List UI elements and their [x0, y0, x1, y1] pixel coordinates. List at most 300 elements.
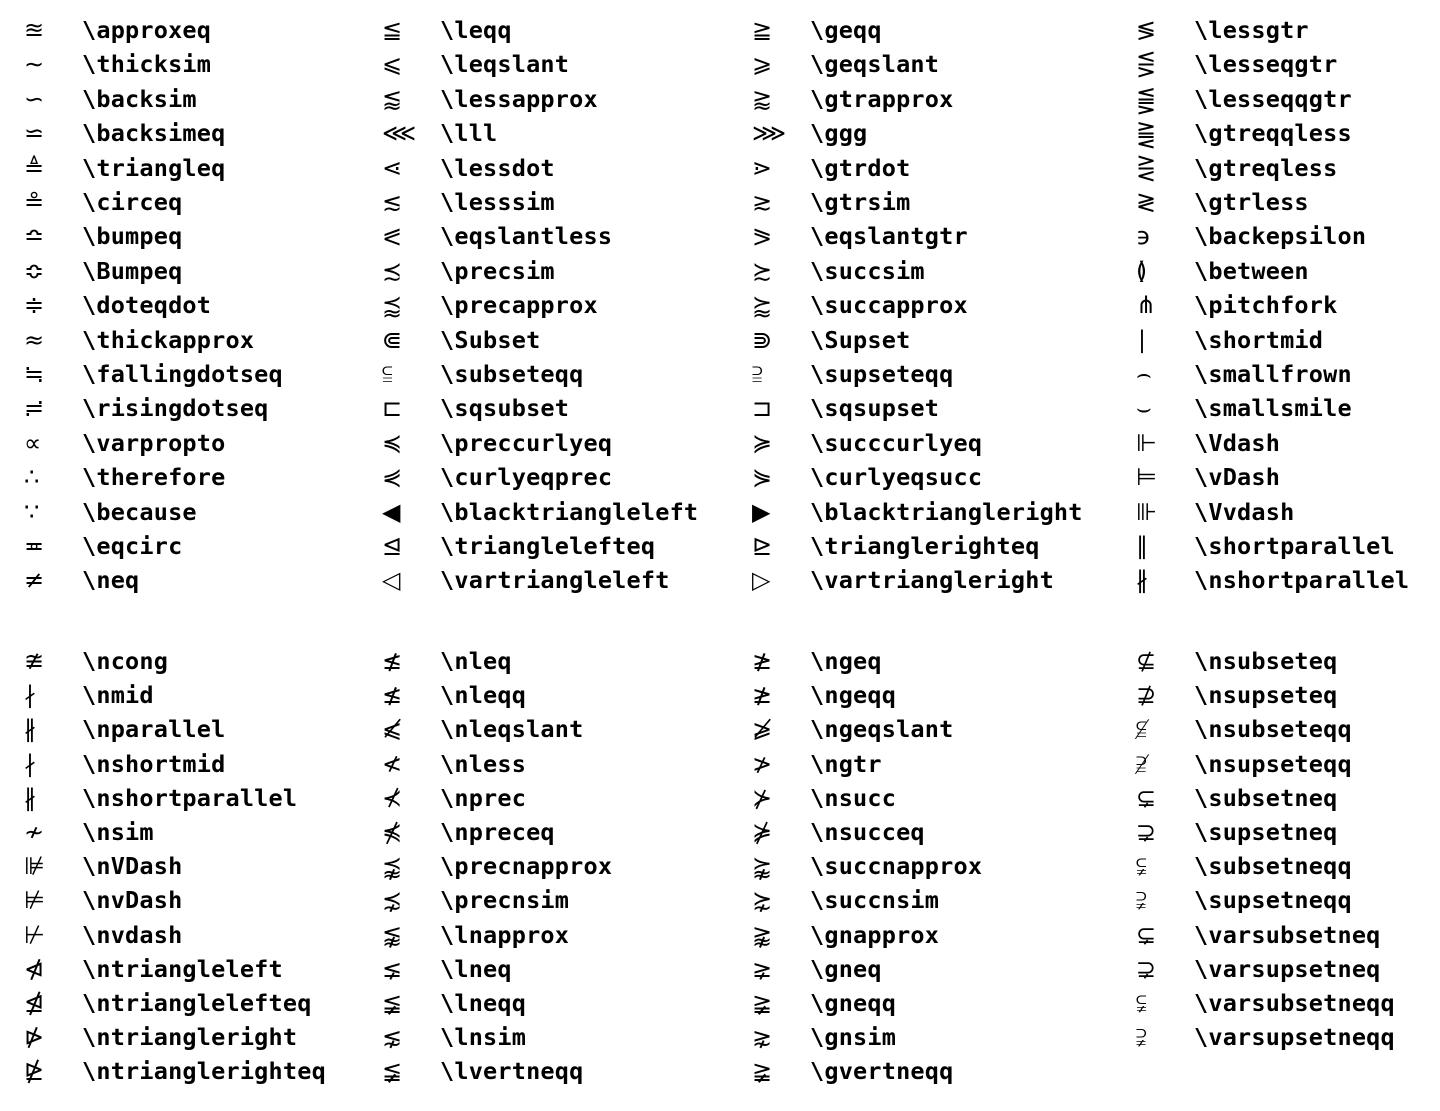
- latex-command: \risingdotseq: [82, 394, 269, 423]
- math-symbol-glyph: ⫌: [1136, 1023, 1147, 1052]
- math-symbol-glyph: ⊈: [1136, 647, 1157, 675]
- latex-command: \nsubseteqq: [1194, 715, 1352, 744]
- math-symbol-glyph: ≨: [382, 1057, 403, 1086]
- latex-command: \geqslant: [810, 50, 940, 79]
- latex-command: \nprec: [440, 783, 527, 812]
- math-symbol-glyph: ◀: [382, 497, 401, 526]
- latex-command: \shortparallel: [1194, 532, 1395, 560]
- latex-command: \subsetneqq: [1194, 852, 1352, 881]
- latex-command: \vDash: [1194, 463, 1281, 492]
- symbol-entry: [376, 781, 526, 815]
- latex-command: \between: [1194, 256, 1309, 285]
- symbol-entry: [18, 815, 154, 849]
- symbol-entry: [746, 116, 867, 150]
- symbol-entry: [376, 185, 555, 219]
- math-symbol-glyph: ≿: [752, 256, 773, 285]
- latex-command: \succnsim: [810, 886, 940, 915]
- math-symbol-glyph: ∦: [1136, 566, 1148, 595]
- symbol-entry: [746, 495, 1083, 529]
- symbol-entry: [18, 986, 312, 1020]
- symbol-entry: [18, 883, 182, 917]
- symbol-entry: [746, 849, 982, 883]
- latex-command: \preccurlyeq: [440, 428, 613, 457]
- latex-command: \ntrianglerighteq: [82, 1057, 326, 1086]
- math-symbol-glyph: ⊩: [1136, 428, 1157, 457]
- math-symbol-glyph: ≮: [382, 749, 403, 778]
- symbol-entry: [18, 563, 139, 597]
- latex-command: \nsubseteq: [1194, 647, 1338, 675]
- latex-command: \precapprox: [440, 291, 598, 320]
- symbol-entry: [18, 495, 197, 529]
- math-symbol-glyph: ≱: [752, 681, 773, 710]
- math-symbol-glyph: ▶: [752, 497, 771, 526]
- symbol-entry: [376, 952, 512, 986]
- latex-command: \nshortparallel: [1194, 566, 1410, 595]
- latex-command: \geqq: [810, 16, 882, 44]
- symbol-entry: [18, 426, 225, 460]
- math-symbol-glyph: ⫌: [1136, 886, 1147, 915]
- latex-command: \gtrapprox: [810, 84, 954, 113]
- latex-command: \gtrsim: [810, 188, 911, 216]
- symbol-entry: [376, 254, 555, 288]
- symbol-entry: [376, 883, 569, 917]
- symbol-entry: [18, 849, 182, 883]
- math-symbol-glyph: ≾: [382, 256, 403, 285]
- math-symbol-glyph: ⋨: [382, 886, 403, 915]
- symbol-entry: [18, 747, 225, 781]
- symbol-entry: [1130, 815, 1337, 849]
- math-symbol-glyph: ∵: [24, 497, 40, 526]
- math-symbol-glyph: ∤: [24, 749, 36, 778]
- symbol-entry: [18, 918, 182, 952]
- symbol-entry: [746, 883, 939, 917]
- latex-command: \ntriangleright: [82, 1023, 298, 1052]
- math-symbol-glyph: ▷: [752, 566, 771, 595]
- math-symbol-glyph: ∴: [24, 463, 40, 492]
- symbol-entry: [18, 952, 283, 986]
- math-symbol-glyph: ⌢: [1136, 360, 1152, 388]
- latex-command: \supsetneqq: [1194, 886, 1352, 915]
- latex-command: \Subset: [440, 325, 541, 354]
- math-symbol-glyph: ≩: [752, 1057, 773, 1086]
- latex-command: \nsim: [82, 818, 154, 846]
- math-symbol-glyph: ⋭: [24, 1057, 45, 1086]
- symbol-entry: [1130, 986, 1395, 1020]
- latex-command: \precnapprox: [440, 852, 613, 881]
- math-symbol-glyph: ⊐: [752, 394, 773, 423]
- math-symbol-glyph: ≗: [24, 188, 45, 216]
- latex-command: \because: [82, 497, 197, 526]
- math-symbol-glyph: ⩽: [382, 50, 403, 79]
- latex-command: \vartriangleright: [810, 566, 1054, 595]
- symbol-entry: [18, 644, 168, 678]
- latex-command: \varsupsetneq: [1194, 954, 1381, 983]
- latex-command: \nsucc: [810, 783, 897, 812]
- math-symbol-glyph: ⋙: [752, 119, 787, 148]
- math-symbol-glyph: ⋚: [1136, 50, 1157, 79]
- latex-command: \lnsim: [440, 1023, 527, 1052]
- latex-command: \npreceq: [440, 818, 555, 846]
- symbol-entry: [376, 678, 526, 712]
- math-symbol-glyph: ⩾: [752, 50, 773, 79]
- latex-command: \nsupseteq: [1194, 681, 1338, 710]
- latex-command: \gtreqless: [1194, 153, 1338, 182]
- latex-command: \supseteqq: [810, 360, 954, 388]
- symbol-entry: [746, 1020, 896, 1054]
- math-symbol-glyph: ⊬: [24, 920, 45, 949]
- symbol-entry: [376, 323, 540, 357]
- math-symbol-glyph: ⪋: [1136, 84, 1157, 113]
- math-symbol-glyph: ≎: [24, 256, 45, 285]
- math-symbol-glyph: ⫅: [382, 360, 393, 388]
- symbol-entry: [1130, 460, 1280, 494]
- symbol-entry: [376, 47, 569, 81]
- symbol-entry: [1130, 529, 1395, 563]
- math-symbol-glyph: ⪉: [382, 920, 403, 949]
- latex-command: \bumpeq: [82, 222, 183, 251]
- math-symbol-glyph: ⊭: [24, 886, 45, 915]
- math-symbol-glyph: ⌣: [1136, 394, 1152, 423]
- math-symbol-glyph: ⪊: [752, 920, 773, 949]
- math-symbol-glyph: ⫋: [1136, 989, 1147, 1017]
- symbol-entry: [376, 357, 583, 391]
- symbol-entry: [746, 747, 882, 781]
- symbol-entry: [746, 357, 953, 391]
- math-symbol-glyph: ⋖: [382, 153, 403, 182]
- latex-command: \nvDash: [82, 886, 183, 915]
- math-symbol-glyph: ≓: [24, 394, 45, 423]
- symbol-entry: [746, 391, 939, 425]
- math-symbol-glyph: ⋠: [382, 818, 403, 846]
- symbol-entry: [1130, 678, 1337, 712]
- math-symbol-glyph: ⊋: [1136, 818, 1157, 846]
- math-symbol-glyph: ⊊: [1136, 783, 1157, 812]
- symbol-entry: [18, 678, 154, 712]
- math-symbol-glyph: ⋗: [752, 153, 773, 182]
- math-symbol-glyph: ≈: [24, 325, 45, 354]
- latex-command: \leqslant: [440, 50, 570, 79]
- latex-command: \succcurlyeq: [810, 428, 983, 457]
- math-symbol-glyph: ⋟: [752, 463, 773, 492]
- symbol-entry: [376, 151, 555, 185]
- symbol-entry: [746, 712, 953, 746]
- latex-command: \nshortparallel: [82, 783, 298, 812]
- math-symbol-glyph: ≏: [24, 222, 45, 251]
- math-symbol-glyph: ⩾̸: [752, 715, 773, 744]
- symbol-entry: [1130, 644, 1337, 678]
- latex-command: \backsimeq: [82, 119, 226, 148]
- symbol-entry: [1130, 288, 1337, 322]
- math-symbol-glyph: ∣: [1136, 325, 1148, 354]
- latex-command: \approxeq: [82, 16, 212, 44]
- latex-command: \backepsilon: [1194, 222, 1367, 251]
- symbol-entry: [376, 82, 598, 116]
- math-symbol-glyph: ≯: [752, 749, 773, 778]
- symbol-entry: [746, 13, 882, 47]
- latex-command: \ntrianglelefteq: [82, 989, 312, 1017]
- latex-command: \varpropto: [82, 428, 226, 457]
- latex-command: \lessapprox: [440, 84, 598, 113]
- math-symbol-glyph: ≠: [24, 566, 45, 595]
- symbol-entry: [18, 185, 182, 219]
- latex-command: \gneq: [810, 954, 882, 983]
- latex-command: \ngeqslant: [810, 715, 954, 744]
- math-symbol-glyph: ≇: [24, 647, 45, 675]
- math-symbol-glyph: ⪆: [752, 84, 773, 113]
- latex-command: \curlyeqprec: [440, 463, 613, 492]
- symbol-entry: [746, 426, 982, 460]
- math-symbol-glyph: ϶: [1136, 222, 1151, 251]
- latex-command: \nsucceq: [810, 818, 925, 846]
- math-symbol-glyph: ⋍: [24, 119, 45, 148]
- math-symbol-glyph: ⪸: [752, 291, 773, 320]
- latex-command: \lll: [440, 119, 498, 148]
- latex-command: \lesseqgtr: [1194, 50, 1338, 79]
- math-symbol-glyph: ⊀: [382, 783, 403, 812]
- symbol-entry: [18, 1020, 297, 1054]
- symbol-entry: [376, 1020, 526, 1054]
- symbol-entry: [746, 952, 882, 986]
- symbol-entry: [1130, 712, 1352, 746]
- latex-command: \lvertneqq: [440, 1057, 584, 1086]
- latex-command: \nmid: [82, 681, 154, 710]
- latex-command: \ngeqq: [810, 681, 897, 710]
- math-symbol-glyph: ⊵: [752, 532, 773, 560]
- latex-command: \neq: [82, 566, 140, 595]
- latex-command: \shortmid: [1194, 325, 1324, 354]
- latex-command: \fallingdotseq: [82, 360, 283, 388]
- math-symbol-glyph: ⪌: [1136, 119, 1157, 148]
- latex-command: \nleq: [440, 647, 512, 675]
- latex-command: \lneq: [440, 954, 512, 983]
- math-symbol-glyph: ⊪: [1136, 497, 1157, 526]
- latex-command: \succnapprox: [810, 852, 983, 881]
- symbol-entry: [746, 288, 968, 322]
- symbol-entry: [18, 219, 182, 253]
- math-symbol-glyph: ⫆̸: [1136, 749, 1147, 778]
- symbol-entry: [746, 323, 910, 357]
- latex-command: \varsubsetneqq: [1194, 989, 1395, 1017]
- symbol-entry: [1130, 952, 1381, 986]
- math-symbol-glyph: ⪷: [382, 291, 403, 320]
- math-symbol-glyph: ≖: [24, 532, 45, 560]
- latex-command: \nVDash: [82, 852, 183, 881]
- symbol-entry: [1130, 918, 1381, 952]
- math-symbol-glyph: ≶: [1136, 16, 1157, 44]
- symbol-entry: [1130, 323, 1323, 357]
- symbol-entry: [1130, 254, 1309, 288]
- symbol-entry: [1130, 426, 1280, 460]
- latex-command: \ncong: [82, 647, 169, 675]
- latex-command: \lesseqqgtr: [1194, 84, 1352, 113]
- math-symbol-glyph: ≨: [382, 989, 403, 1017]
- latex-command: \nleqq: [440, 681, 527, 710]
- math-symbol-glyph: ⪺: [752, 852, 773, 881]
- math-symbol-glyph: ⋬: [24, 989, 45, 1017]
- latex-command: \leqq: [440, 16, 512, 44]
- latex-command: \backsim: [82, 84, 197, 113]
- math-symbol-glyph: ⋔: [1136, 291, 1157, 320]
- symbol-entry: [376, 644, 512, 678]
- math-symbol-glyph: ⪹: [382, 852, 403, 881]
- latex-command: \triangleq: [82, 153, 226, 182]
- latex-command: \curlyeqsucc: [810, 463, 983, 492]
- symbol-entry: [746, 460, 982, 494]
- symbol-entry: [18, 254, 182, 288]
- symbol-entry: [746, 815, 925, 849]
- math-symbol-glyph: ≦: [382, 16, 403, 44]
- latex-command: \succsim: [810, 256, 925, 285]
- symbol-entry: [1130, 219, 1366, 253]
- math-symbol-glyph: ◁: [382, 566, 401, 595]
- symbol-entry: [1130, 1020, 1395, 1054]
- symbol-entry: [18, 391, 269, 425]
- latex-command: \subsetneq: [1194, 783, 1338, 812]
- latex-command: \eqcirc: [82, 532, 183, 560]
- latex-command: \nsupseteqq: [1194, 749, 1352, 778]
- symbol-entry: [376, 391, 569, 425]
- symbol-entry: [746, 678, 896, 712]
- symbol-entry: [18, 288, 211, 322]
- symbol-entry: [1130, 185, 1309, 219]
- symbol-entry: [746, 82, 953, 116]
- latex-command: \trianglelefteq: [440, 532, 656, 560]
- symbol-entry: [1130, 151, 1337, 185]
- latex-command: \ntriangleleft: [82, 954, 283, 983]
- symbol-entry: [746, 644, 882, 678]
- math-symbol-glyph: ⫅̸: [1136, 715, 1147, 744]
- math-symbol-glyph: ⪇: [382, 954, 403, 983]
- symbol-entry: [746, 254, 925, 288]
- latex-command: \varsupsetneqq: [1194, 1023, 1395, 1052]
- latex-command: \gvertneqq: [810, 1057, 954, 1086]
- symbol-entry: [1130, 47, 1337, 81]
- latex-command: \varsubsetneq: [1194, 920, 1381, 949]
- math-symbol-glyph: ⊁: [752, 783, 773, 812]
- symbol-entry: [1130, 357, 1352, 391]
- math-symbol-glyph: ∦: [24, 783, 36, 812]
- math-symbol-glyph: ⊯: [24, 852, 45, 881]
- math-symbol-glyph: ⋘: [382, 119, 417, 148]
- symbol-entry: [1130, 781, 1337, 815]
- math-symbol-glyph: ⋞: [382, 463, 403, 492]
- symbol-entry: [18, 82, 197, 116]
- latex-command: \therefore: [82, 463, 226, 492]
- latex-command: \blacktriangleleft: [440, 497, 699, 526]
- latex-command: \supsetneq: [1194, 818, 1338, 846]
- math-symbol-glyph: ≬: [1136, 256, 1148, 285]
- symbol-entry: [18, 323, 254, 357]
- latex-command: \trianglerighteq: [810, 532, 1040, 560]
- symbol-entry: [376, 712, 583, 746]
- latex-command: \gnapprox: [810, 920, 940, 949]
- symbol-entry: [746, 47, 939, 81]
- math-symbol-glyph: ⊏: [382, 394, 403, 423]
- math-symbol-glyph: ∤: [24, 681, 36, 710]
- symbol-entry: [376, 1054, 583, 1088]
- symbol-entry: [746, 185, 910, 219]
- symbol-entry: [18, 357, 283, 391]
- latex-command: \ggg: [810, 119, 868, 148]
- latex-command: \thicksim: [82, 50, 212, 79]
- symbol-entry: [18, 529, 182, 563]
- symbol-entry: [1130, 116, 1352, 150]
- latex-command: \precnsim: [440, 886, 570, 915]
- symbol-entry: [1130, 13, 1309, 47]
- symbol-entry: [1130, 82, 1352, 116]
- math-symbol-glyph: ∝: [24, 428, 42, 457]
- symbol-entry: [376, 849, 612, 883]
- symbol-entry: [1130, 747, 1352, 781]
- math-symbol-glyph: ⫆: [752, 360, 763, 388]
- symbol-entry: [1130, 391, 1352, 425]
- math-symbol-glyph: ≁: [24, 818, 45, 846]
- symbol-entry: [376, 815, 555, 849]
- latex-command: \Supset: [810, 325, 911, 354]
- symbol-entry: [18, 712, 225, 746]
- math-symbol-glyph: ≱: [752, 647, 773, 675]
- latex-command: \lneqq: [440, 989, 527, 1017]
- math-symbol-glyph: ≳: [752, 188, 773, 216]
- symbol-entry: [746, 151, 910, 185]
- math-symbol-glyph: ⪅: [382, 84, 403, 113]
- symbol-entry: [376, 495, 698, 529]
- latex-command: \nvdash: [82, 920, 183, 949]
- latex-command: \pitchfork: [1194, 291, 1338, 320]
- math-symbol-glyph: ⋑: [752, 325, 773, 354]
- math-symbol-glyph: ∥: [1136, 532, 1148, 560]
- latex-command: \thickapprox: [82, 325, 255, 354]
- latex-command: \ngeq: [810, 647, 882, 675]
- math-symbol-glyph: ⋦: [382, 1023, 403, 1052]
- math-symbol-glyph: ≷: [1136, 188, 1157, 216]
- symbol-entry: [746, 781, 896, 815]
- math-symbol-glyph: ⪈: [752, 954, 773, 983]
- math-symbol-glyph: ≧: [752, 16, 773, 44]
- symbol-entry: [746, 918, 939, 952]
- latex-command: \Vdash: [1194, 428, 1281, 457]
- latex-command: \succapprox: [810, 291, 968, 320]
- math-symbol-glyph: ⩽̸: [382, 715, 403, 744]
- latex-command: \gtrdot: [810, 153, 911, 182]
- symbol-entry: [1130, 563, 1409, 597]
- symbol-entry: [376, 116, 497, 150]
- math-symbol-glyph: ≒: [24, 360, 45, 388]
- symbol-entry: [1130, 849, 1352, 883]
- symbol-entry: [18, 151, 225, 185]
- latex-command: \Bumpeq: [82, 256, 183, 285]
- math-symbol-glyph: ⋛: [1136, 153, 1157, 182]
- symbol-entry: [376, 460, 612, 494]
- math-symbol-glyph: ≽: [752, 428, 773, 457]
- symbol-entry: [376, 563, 670, 597]
- latex-command: \nless: [440, 749, 527, 778]
- latex-command: \circeq: [82, 188, 183, 216]
- symbol-entry: [376, 219, 612, 253]
- symbol-entry: [1130, 495, 1294, 529]
- symbol-entry: [376, 529, 655, 563]
- math-symbol-glyph: ∽: [24, 84, 45, 113]
- latex-command: \vartriangleleft: [440, 566, 670, 595]
- latex-command: \eqslantless: [440, 222, 613, 251]
- math-symbol-glyph: ⋪: [24, 954, 45, 983]
- math-symbol-glyph: ≲: [382, 188, 403, 216]
- symbol-entry: [1130, 883, 1352, 917]
- math-symbol-glyph: ⪖: [752, 222, 773, 251]
- math-symbol-glyph: ⋫: [24, 1023, 45, 1052]
- math-symbol-glyph: ⊉: [1136, 681, 1157, 710]
- math-symbol-glyph: ⋩: [752, 886, 773, 915]
